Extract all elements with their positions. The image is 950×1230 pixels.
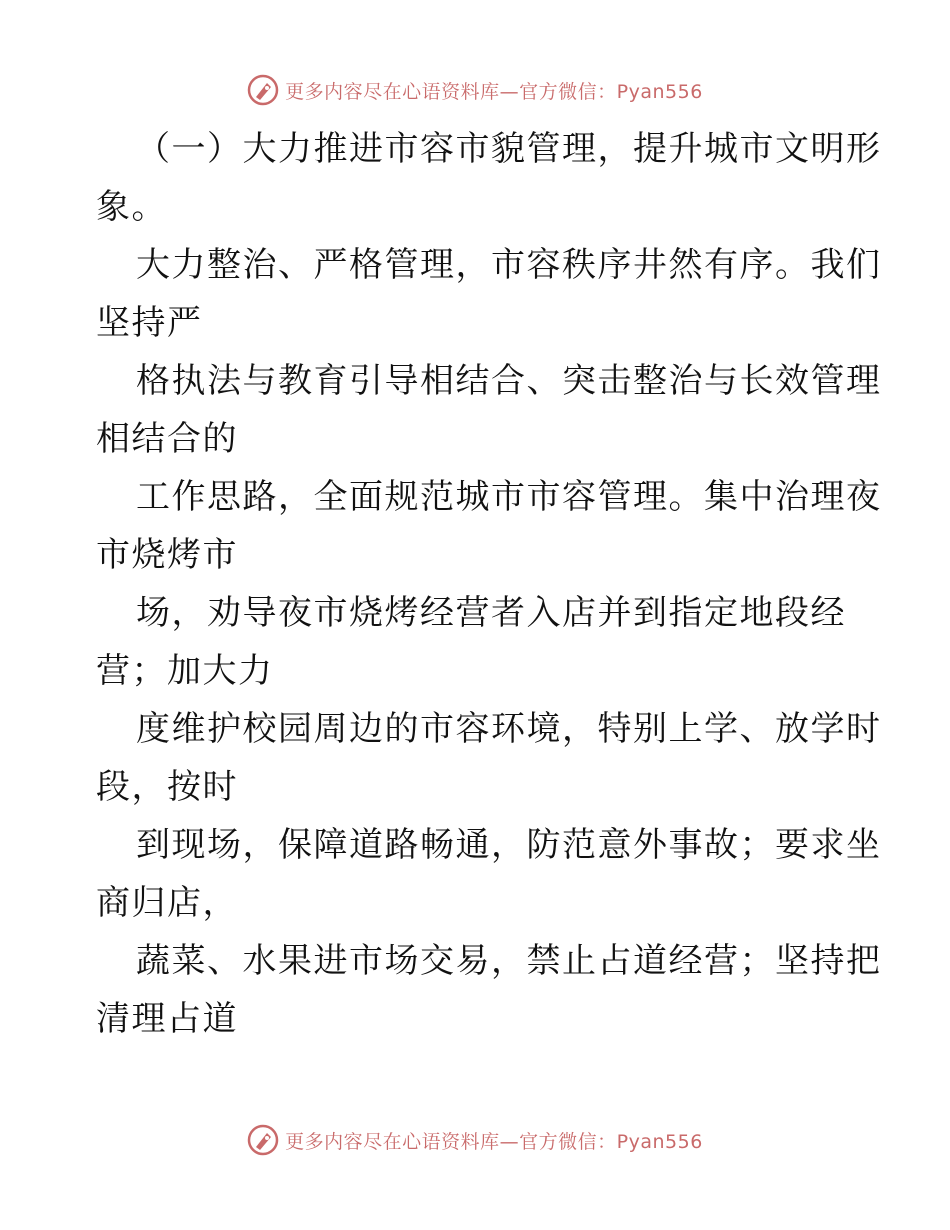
document-body <box>96 120 882 1048</box>
body-line: 度维护校园周边的市容环境，特别上学、放学时 <box>136 709 882 749</box>
body-line: 大力整治、严格管理，市容秩序井然有序。我们 <box>136 245 882 285</box>
footer-watermark <box>0 1120 950 1160</box>
body-line: 市烧烤市 <box>96 535 238 575</box>
pen-nib-logo-icon <box>247 1124 279 1156</box>
body-line: 清理占道 <box>96 999 238 1039</box>
body-line: 象。 <box>96 187 167 227</box>
header-watermark <box>0 70 950 110</box>
header-watermark-text: 更多内容尽在心语资料库—官方微信：Pyan556 <box>285 80 703 103</box>
body-line: 工作思路，全面规范城市市容管理。集中治理夜 <box>136 477 882 517</box>
pen-nib-logo-icon <box>247 74 279 106</box>
body-line: （一）大力推进市容市貌管理，提升城市文明形 <box>136 129 882 169</box>
footer-watermark-text: 更多内容尽在心语资料库—官方微信：Pyan556 <box>285 1130 703 1153</box>
body-line: 坚持严 <box>96 303 203 343</box>
body-line: 场，劝导夜市烧烤经营者入店并到指定地段经 <box>136 593 846 633</box>
body-line: 营；加大力 <box>96 651 274 691</box>
body-line: 到现场，保障道路畅通，防范意外事故；要求坐 <box>136 825 882 865</box>
body-line: 蔬菜、水果进市场交易，禁止占道经营；坚持把 <box>136 941 882 981</box>
body-line: 段，按时 <box>96 767 238 807</box>
body-line: 相结合的 <box>96 419 238 459</box>
body-line: 商归店， <box>96 883 238 923</box>
body-line: 格执法与教育引导相结合、突击整治与长效管理 <box>136 361 882 401</box>
